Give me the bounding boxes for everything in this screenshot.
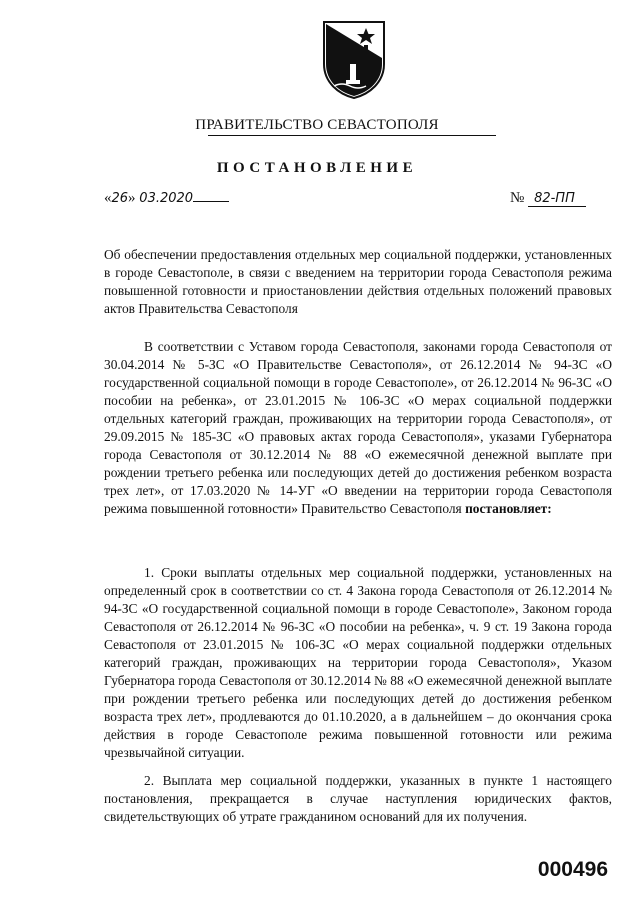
document-type-title: ПОСТАНОВЛЕНИЕ	[216, 160, 418, 176]
header-divider	[208, 135, 496, 136]
number-value: 82-ПП	[528, 191, 586, 207]
document-subject: Об обеспечении предоставления отдельных мер социальной поддержки, установленных в городе Севастополе, в связи с введением на территории города Севастополя режима повышенной готовности и приостановлении действия отдельных положений правовых актов Правительства Севастополя	[104, 247, 612, 316]
preamble-paragraph	[104, 338, 612, 518]
date-quote-close: »	[128, 190, 136, 206]
date-day: 26	[111, 191, 129, 206]
sevastopol-coat-of-arms-icon	[320, 18, 388, 100]
clause-2: 2. Выплата мер социальной поддержки, указанных в пункте 1 настоящего постановления, прекращается в случае наступления юридических фактов, свидетельствующих об утрате гражданином оснований для их получения.	[104, 773, 612, 824]
number-sign: №	[510, 190, 525, 206]
preamble-text: В соответствии с Уставом города Севастополя, законами города Севастополя от 30.04.2014 № 5-ЗС «О Правительстве Севастополя», от 26.12.2014 № 94-ЗС «О государственной социальной помощи в городе Севастополе», от 26.12.2014 № 96-ЗС «О пособии на ребенка», от 23.01.2015 № 106-ЗС «О мерах социальной поддержки отдельных категорий граждан, проживающих на территории города Севастополя», от 29.09.2015 № 185-ЗС «О правовых актах города Севастополя», указами Губернатора города Севастополя от 30.12.2014 № 88 «О ежемесячной денежной выплате при рождении третьего ребенка или последующих детей до достижения ребенком возраста трех лет», от 17.03.2020 № 14-УГ «О введении на территории города Севастополя режима повышенной готовности» Правительство Севастополя	[104, 339, 612, 516]
date-month-year: 03.2020	[139, 191, 194, 206]
clause-1: 1. Сроки выплаты отдельных мер социальной поддержки, установленных на определенный срок в соответствии со ст. 4 Закона города Севастополя от 26.12.2014 № 94-ЗС «О государственной социальной помощи в городе Севастополе», Законом города Севастополя от 26.12.2014 № 96-ЗС «О пособии на ребенка», ч. 9 ст. 19 Закона города Севастополя от 23.01.2015 № 106-ЗС «О мерах социальной поддержки отдельных категорий граждан, проживающих на территории города Севастополя», Указом Губернатора города Севастополя от 30.12.2014 № 88 «О ежемесячной денежной выплате при рождении третьего ребенка или последующих детей до достижения ребенком возраста трех лет», продлеваются до 01.10.2020, а в дальнейшем – до окончания срока действия в городе Севастополе режима повышенной готовности или режима чрезвычайной ситуации.	[104, 565, 612, 760]
government-name: ПРАВИТЕЛЬСТВО СЕВАСТОПОЛЯ	[195, 117, 439, 133]
serial-number: 000496	[537, 858, 608, 881]
document-date	[104, 190, 229, 207]
document-number	[510, 190, 586, 207]
date-underline	[193, 200, 229, 202]
decree-word: постановляет:	[465, 501, 552, 516]
date-quote-open: «	[104, 190, 112, 206]
